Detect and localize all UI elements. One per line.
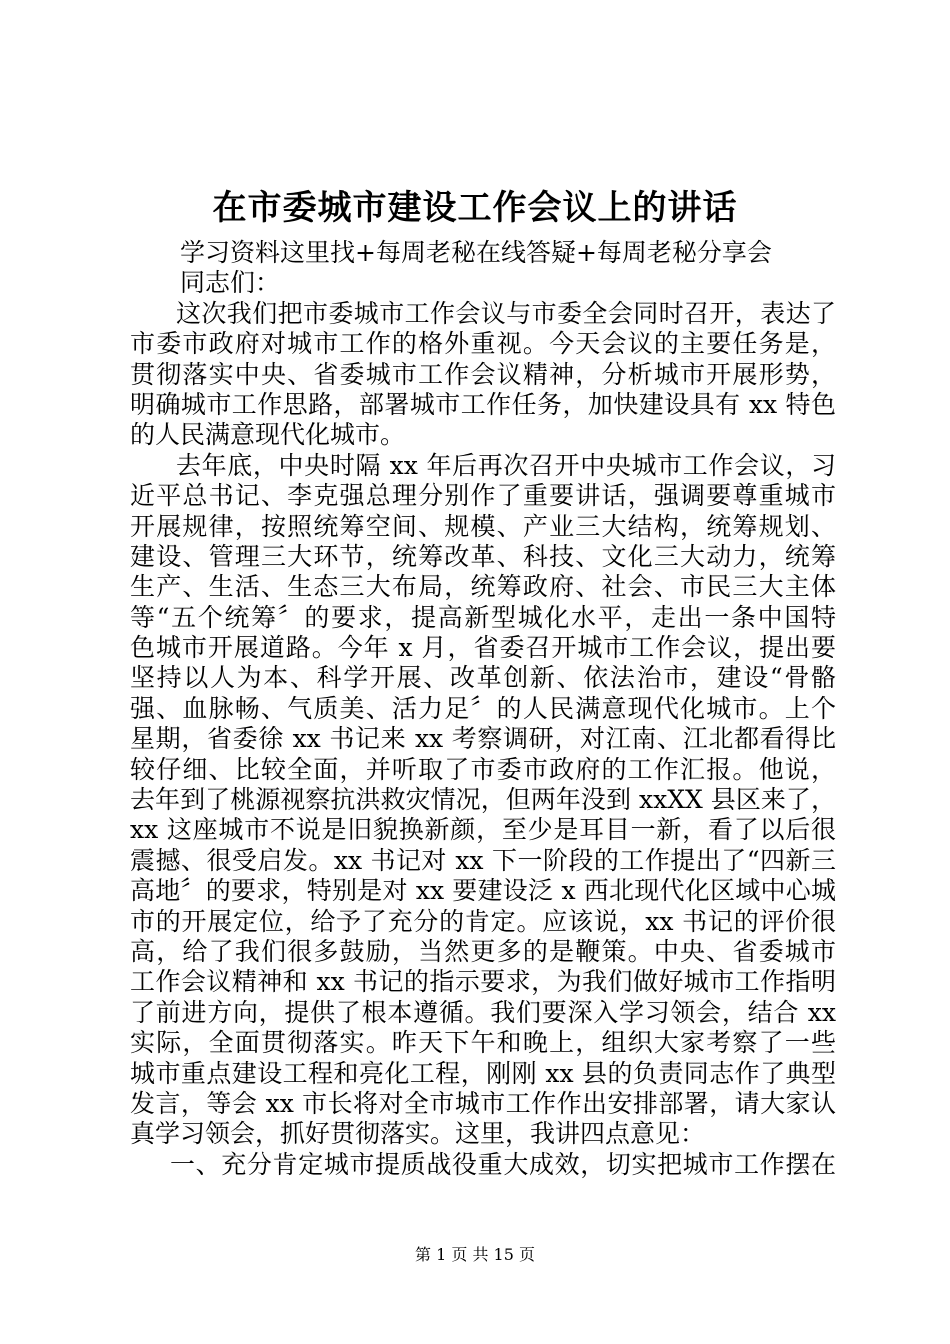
paragraph-line: 去年底，中央时隔 xx 年后再次召开中央城市工作会议，习 xyxy=(176,450,836,480)
paragraph-line: 市的开展定位，给予了充分的肯定。应该说，xx 书记的评价很 xyxy=(130,906,836,936)
paragraph-line: 的人民满意现代化城市。 xyxy=(130,420,406,450)
paragraph-line: 生产、生活、生态三大布局，统筹政府、社会、市民三大主体 xyxy=(130,572,836,602)
document-body xyxy=(130,238,836,1180)
paragraph-line: 工作会议精神和 xx 书记的指示要求，为我们做好城市工作指明 xyxy=(130,967,836,997)
paragraph-line: 坚持以人为本、科学开展、改革创新、依法治市，建设“骨骼 xyxy=(130,663,836,693)
paragraph-line: xx 这座城市不说是旧貌换新颜，至少是耳目一新，看了以后很 xyxy=(130,815,836,845)
paragraph-line: 去年到了桃源视察抗洪救灾情况，但两年没到 xxXX 县区来了， xyxy=(130,785,836,815)
paragraph-line: 高，给了我们很多鼓励，当然更多的是鞭策。中央、省委城市 xyxy=(130,936,836,966)
paragraph-line: 建设、管理三大环节，统筹改革、科技、文化三大动力，统筹 xyxy=(130,541,836,571)
paragraph-line: 这次我们把市委城市工作会议与市委全会同时召开，表达了 xyxy=(176,298,836,328)
paragraph-line: 真学习领会，抓好贯彻落实。这里，我讲四点意见： xyxy=(130,1119,706,1149)
paragraph-line: 开展规律，按照统筹空间、规模、产业三大结构，统筹规划、 xyxy=(130,511,836,541)
page-footer: 第 1 页 共 15 页 xyxy=(415,1245,535,1264)
salutation-line: 同志们： xyxy=(180,268,281,298)
paragraph-line: 实际，全面贯彻落实。昨天下午和晚上，组织大家考察了一些 xyxy=(130,1028,836,1058)
paragraph-line: 了前进方向，提供了根本遵循。我们要深入学习领会，结合 xx xyxy=(130,997,836,1027)
paragraph-line: 强、血脉畅、气质美、活力足〞的人民满意现代化城市。上个 xyxy=(130,693,836,723)
paragraph-line: 星期，省委徐 xx 书记来 xx 考察调研，对江南、江北都看得比 xyxy=(130,724,836,754)
paragraph-line: 发言，等会 xx 市长将对全市城市工作作出安排部署，请大家认 xyxy=(130,1088,836,1118)
paragraph-line: 市委市政府对城市工作的格外重视。今天会议的主要任务是， xyxy=(130,329,836,359)
subtitle-line: 学习资料这里找+每周老秘在线答疑+每周老秘分享会 xyxy=(180,238,772,267)
section-heading-line: 一、充分肯定城市提质战役重大成效，切实把城市工作摆在 xyxy=(170,1149,836,1179)
paragraph-line: 贯彻落实中央、省委城市工作会议精神，分析城市开展形势， xyxy=(130,359,836,389)
paragraph-line: 高地〞的要求，特别是对 xx 要建设泛 x 西北现代化区域中心城 xyxy=(130,876,836,906)
document-title: 在市委城市建设工作会议上的讲话 xyxy=(212,188,738,228)
paragraph-line: 明确城市工作思路，部署城市工作任务，加快建设具有 xx 特色 xyxy=(130,389,836,419)
paragraph-line: 较仔细、比较全面，并听取了市委市政府的工作汇报。他说， xyxy=(130,754,836,784)
paragraph-line: 震撼、很受启发。xx 书记对 xx 下一阶段的工作提出了“四新三 xyxy=(130,845,836,875)
paragraph-line: 城市重点建设工程和亮化工程，刚刚 xx 县的负责同志作了典型 xyxy=(130,1058,836,1088)
paragraph-line: 等“五个统筹〞的要求，提高新型城化水平，走出一条中国特 xyxy=(130,602,836,632)
paragraph-line: 近平总书记、李克强总理分别作了重要讲话，强调要尊重城市 xyxy=(130,481,836,511)
paragraph-line: 色城市开展道路。今年 x 月，省委召开城市工作会议，提出要 xyxy=(130,633,836,663)
